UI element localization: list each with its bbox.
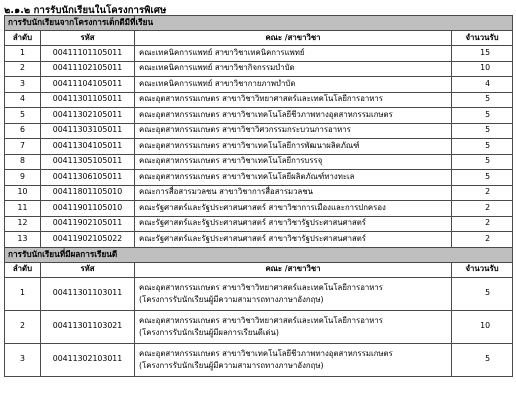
row-count: 10 [452, 61, 513, 77]
row-no: 7 [5, 139, 41, 155]
row-code: 00411102105011 [41, 61, 135, 77]
row-faculty: คณะอุตสาหกรรมเกษตร สาขาวิชาวิทยาศาสตร์และเทคโนโลยีการอาหาร [139, 283, 383, 293]
row-note: (โครงการรับนักเรียนผู้มีผลการเรียนดีเด่น) [139, 327, 279, 337]
section1-title-row [5, 16, 513, 31]
row-count: 2 [452, 185, 513, 201]
row-count: 5 [452, 277, 513, 310]
row-code: 00411304105011 [41, 139, 135, 155]
header-faculty: คณะ /สาขาวิชา [135, 262, 452, 277]
row-no: 8 [5, 154, 41, 170]
row-count: 10 [452, 310, 513, 343]
row-no: 13 [5, 232, 41, 248]
table-row [5, 154, 513, 170]
row-note: (โครงการรับนักเรียนผู้มีความสามารถทางภาษาอังกฤษ) [139, 360, 324, 370]
header-count: จำนวนรับ [452, 31, 513, 46]
row-no: 10 [5, 185, 41, 201]
row-faculty-cell [135, 277, 452, 310]
table-row [5, 123, 513, 139]
section-heading: ๒.๑.๒ การรับนักเรียนในโครงการพิเศษ [4, 5, 167, 16]
row-code: 00411801105010 [41, 185, 135, 201]
row-faculty: คณะอุตสาหกรรมเกษตร สาขาวิชาเทคโนโลยีการบรรจุ [135, 154, 452, 170]
row-no: 9 [5, 170, 41, 186]
header-code: รหัส [41, 31, 135, 46]
section2-title: การรับนักเรียนที่มีผลการเรียนดี [5, 247, 513, 262]
table-row [5, 185, 513, 201]
row-count: 4 [452, 77, 513, 93]
table-row [5, 139, 513, 155]
table-row [5, 61, 513, 77]
row-no: 1 [5, 277, 41, 310]
table-row [5, 343, 513, 376]
section1-header-row [5, 31, 513, 46]
row-faculty: คณะอุตสาหกรรมเกษตร สาขาวิชาเทคโนโลยีการพัฒนาผลิตภัณฑ์ [135, 139, 452, 155]
row-no: 2 [5, 61, 41, 77]
row-faculty: คณะอุตสาหกรรมเกษตร สาขาวิชาวิทยาศาสตร์และเทคโนโลยีการอาหาร [139, 316, 383, 326]
table-row [5, 201, 513, 217]
row-count: 2 [452, 232, 513, 248]
row-code: 00411306105011 [41, 170, 135, 186]
row-faculty: คณะอุตสาหกรรมเกษตร สาขาวิชาเทคโนโลยีชีวภาพทางอุตสาหกรรมเกษตร [139, 349, 393, 359]
header-no: ลำดับ [5, 262, 41, 277]
row-no: 12 [5, 216, 41, 232]
row-faculty: คณะอุตสาหกรรมเกษตร สาขาวิชาวิทยาศาสตร์และเทคโนโลยีการอาหาร [135, 92, 452, 108]
row-faculty: คณะเทคนิคการแพทย์ สาขาวิชาเทคนิคการแพทย์ [135, 46, 452, 62]
table-row [5, 170, 513, 186]
row-faculty: คณะเทคนิคการแพทย์ สาขาวิชากายภาพบำบัด [135, 77, 452, 93]
row-no: 3 [5, 343, 41, 376]
header-no: ลำดับ [5, 31, 41, 46]
table-row [5, 216, 513, 232]
row-no: 2 [5, 310, 41, 343]
row-count: 5 [452, 92, 513, 108]
row-faculty: คณะอุตสาหกรรมเกษตร สาขาวิชาเทคโนโลยีผลิตภัณฑ์ทางทะเล [135, 170, 452, 186]
row-faculty: คณะรัฐศาสตร์และรัฐประศาสนศาสตร์ สาขาวิชารัฐประศาสนศาสตร์ [135, 232, 452, 248]
row-count: 5 [452, 108, 513, 124]
row-no: 11 [5, 201, 41, 217]
row-count: 15 [452, 46, 513, 62]
row-faculty-cell [135, 310, 452, 343]
header-faculty: คณะ /สาขาวิชา [135, 31, 452, 46]
row-faculty-cell [135, 343, 452, 376]
table-row [5, 92, 513, 108]
row-code: 00411303105011 [41, 123, 135, 139]
row-code: 00411104105011 [41, 77, 135, 93]
row-code: 00411302105011 [41, 108, 135, 124]
row-count: 2 [452, 201, 513, 217]
row-faculty: คณะอุตสาหกรรมเกษตร สาขาวิชาเทคโนโลยีชีวภาพทางอุตสาหกรรมเกษตร [135, 108, 452, 124]
section1-title: การรับนักเรียนจากโครงการเด็กดีมีที่เรียน [5, 16, 513, 31]
row-code: 00411301103011 [41, 277, 135, 310]
row-count: 5 [452, 139, 513, 155]
row-faculty: คณะรัฐศาสตร์และรัฐประศาสนศาสตร์ สาขาวิชารัฐประศาสนศาสตร์ [135, 216, 452, 232]
row-code: 00411101105011 [41, 46, 135, 62]
row-faculty: คณะเทคนิคการแพทย์ สาขาวิชากิจกรรมบำบัด [135, 61, 452, 77]
row-code: 00411301105011 [41, 92, 135, 108]
row-code: 00411305105011 [41, 154, 135, 170]
table-row [5, 77, 513, 93]
row-faculty: คณะการสื่อสารมวลชน สาขาวิชาการสื่อสารมวลชน [135, 185, 452, 201]
admission-table [4, 15, 513, 377]
row-faculty: คณะรัฐศาสตร์และรัฐประศาสนศาสตร์ สาขาวิชาการเมืองและการปกครอง [135, 201, 452, 217]
row-no: 6 [5, 123, 41, 139]
row-code: 00411901105010 [41, 201, 135, 217]
row-count: 5 [452, 123, 513, 139]
row-count: 5 [452, 343, 513, 376]
header-count: จำนวนรับ [452, 262, 513, 277]
row-code: 00411302103011 [41, 343, 135, 376]
row-count: 2 [452, 216, 513, 232]
row-note: (โครงการรับนักเรียนผู้มีความสามารถทางภาษาอังกฤษ) [139, 294, 324, 304]
row-code: 00411902105022 [41, 232, 135, 248]
section2-title-row [5, 247, 513, 262]
table-row [5, 277, 513, 310]
row-no: 3 [5, 77, 41, 93]
row-no: 1 [5, 46, 41, 62]
row-no: 4 [5, 92, 41, 108]
row-code: 00411301103021 [41, 310, 135, 343]
table-row [5, 46, 513, 62]
row-count: 5 [452, 154, 513, 170]
table-row [5, 108, 513, 124]
header-code: รหัส [41, 262, 135, 277]
row-code: 00411902105011 [41, 216, 135, 232]
table-row [5, 310, 513, 343]
row-count: 5 [452, 170, 513, 186]
table-row [5, 232, 513, 248]
row-no: 5 [5, 108, 41, 124]
row-faculty: คณะอุตสาหกรรมเกษตร สาขาวิชาวิศวกรรมกระบวนการอาหาร [135, 123, 452, 139]
section2-header-row [5, 262, 513, 277]
